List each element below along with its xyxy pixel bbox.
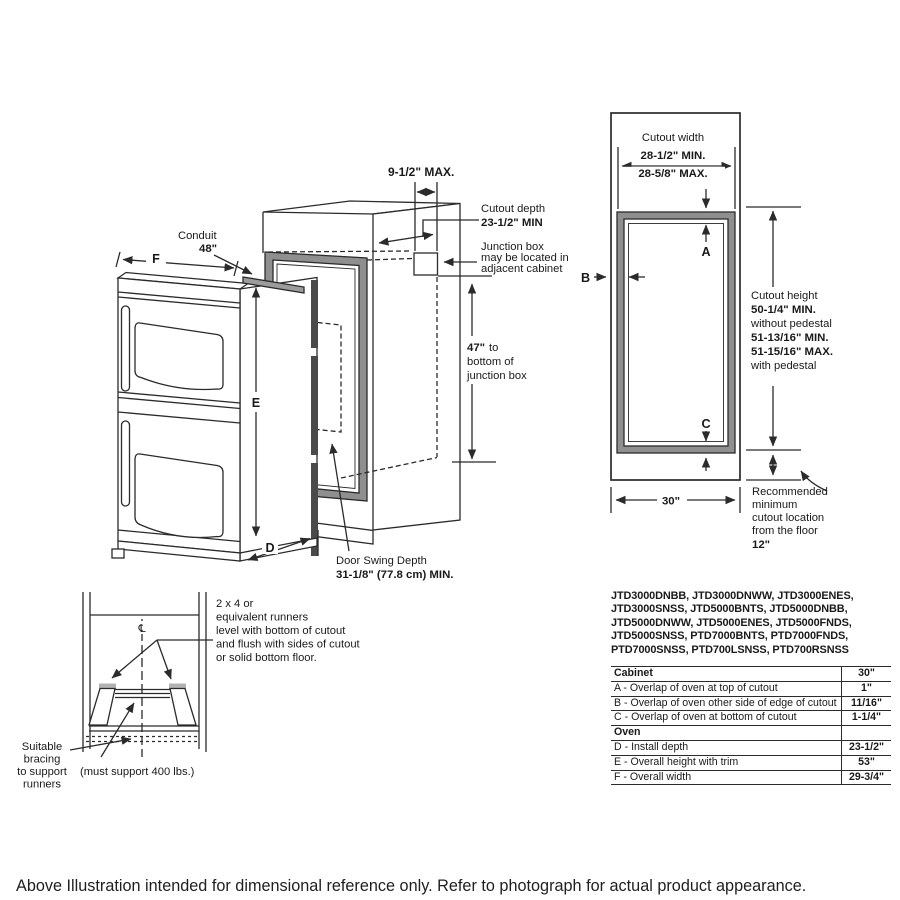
floor-note-1: Recommended bbox=[752, 486, 828, 498]
floor-note-3: cutout location bbox=[752, 512, 825, 524]
table-row bbox=[611, 710, 891, 725]
row-value: 1-1/4" bbox=[841, 711, 891, 725]
row-label: E - Overall height with trim bbox=[614, 755, 739, 768]
cutout-height-label: Cutout height bbox=[751, 290, 818, 302]
table-row bbox=[611, 755, 891, 770]
lower-door-handle bbox=[122, 421, 130, 506]
table-row bbox=[611, 681, 891, 696]
row-value: 30" bbox=[841, 667, 891, 681]
row-value: 11/16" bbox=[841, 697, 891, 711]
door-swing-label: Door Swing Depth bbox=[336, 555, 427, 567]
table-row bbox=[611, 666, 891, 681]
row-value: 53" bbox=[841, 756, 891, 770]
table-row bbox=[611, 696, 891, 711]
dim-f-label: F bbox=[152, 252, 160, 266]
row-label: B - Overlap of oven other side of edge of cutout bbox=[614, 696, 837, 709]
bracing-note-1: Suitable bbox=[21, 741, 63, 753]
cutout-height-note1: without pedestal bbox=[751, 318, 832, 330]
left-runner bbox=[89, 689, 115, 726]
dim-d-label: D bbox=[265, 541, 275, 555]
row-label: A - Overlap of oven at top of cutout bbox=[614, 681, 778, 694]
dim-e-label: E bbox=[251, 396, 261, 410]
junction-note-1: Junction box bbox=[481, 241, 544, 253]
model-list-line: PTD7000SNSS, PTD700LSNSS, PTD700RSNSS bbox=[611, 643, 849, 656]
junction-note-3: adjacent cabinet bbox=[481, 263, 563, 275]
bracing-note-3: to support bbox=[17, 766, 67, 778]
max-gap-label: 9-1/2" MAX. bbox=[388, 165, 455, 179]
runner-note-5: or solid bottom floor. bbox=[216, 652, 317, 664]
cutout-width-min: 28-1/2" MIN. bbox=[640, 150, 706, 162]
runner-note-3: level with bottom of cutout bbox=[216, 625, 346, 637]
floor-note-2: minimum bbox=[752, 499, 798, 511]
support-note: (must support 400 lbs.) bbox=[80, 766, 195, 778]
model-list-line: JTD5000SNSS, PTD7000BNTS, PTD7000FNDS, bbox=[611, 630, 849, 643]
table-row bbox=[611, 740, 891, 755]
cabinet-width-value: 30" bbox=[661, 495, 681, 508]
lower-door-window bbox=[135, 454, 223, 538]
row-label: Cabinet bbox=[614, 667, 653, 679]
bracing-note-4: runners bbox=[23, 778, 61, 791]
upper-door-handle bbox=[122, 306, 130, 391]
right-runner bbox=[170, 689, 196, 726]
dim-a-label: A bbox=[701, 245, 711, 259]
row-value: 29-3/4" bbox=[841, 771, 891, 785]
jb-height-value: 47" bbox=[467, 342, 486, 354]
cutout-depth-label: Cutout depth bbox=[481, 203, 546, 215]
row-label: D - Install depth bbox=[614, 740, 689, 753]
jb-height-suffix: to bbox=[489, 342, 499, 354]
bracing-note-2: bracing bbox=[23, 753, 61, 766]
floor-note-4: from the floor bbox=[752, 525, 818, 537]
row-value: 23-1/2" bbox=[841, 741, 891, 755]
cutout-width-label: Cutout width bbox=[641, 132, 705, 144]
row-value bbox=[841, 726, 891, 740]
table-row bbox=[611, 725, 891, 740]
row-label: Oven bbox=[614, 726, 641, 739]
row-label: C - Overlap of oven at bottom of cutout bbox=[614, 711, 797, 724]
model-list-line: JTD3000DNBB, JTD3000DNWW, JTD3000ENES, bbox=[611, 590, 854, 602]
cutout-depth-value: 23-1/2" MIN bbox=[481, 217, 543, 229]
spec-table bbox=[611, 666, 891, 785]
cutout-front-view bbox=[611, 113, 833, 551]
jb-height-line3: junction box bbox=[467, 370, 527, 382]
door-swing-value: 31-1/8" (77.8 cm) MIN. bbox=[336, 569, 454, 581]
dim-b-label: B bbox=[581, 271, 591, 285]
conduit-value: 48" bbox=[199, 243, 218, 255]
runner-note-1: 2 x 4 or bbox=[216, 598, 254, 610]
model-list bbox=[611, 590, 896, 657]
table-row bbox=[611, 770, 891, 785]
runner-note-2: equivalent runners bbox=[216, 611, 309, 624]
conduit-label: Conduit bbox=[178, 230, 217, 242]
junction-note-2: may be located in bbox=[481, 252, 569, 264]
row-value: 1" bbox=[841, 682, 891, 696]
runner-note-4: and flush with sides of cutout bbox=[216, 638, 360, 651]
floor-value: 12" bbox=[752, 539, 771, 551]
cutout-width-max: 28-5/8" MAX. bbox=[638, 168, 708, 180]
double-wall-oven bbox=[112, 273, 318, 562]
model-list-line: JTD3000SNSS, JTD5000BNTS, JTD5000DNBB, bbox=[611, 603, 848, 616]
dim-c-label: C bbox=[701, 417, 711, 431]
upper-door-window bbox=[135, 323, 223, 390]
runner-detail bbox=[17, 592, 360, 791]
cutout-height-note2: with pedestal bbox=[751, 360, 817, 372]
model-list-line: JTD5000DNWW, JTD5000ENES, JTD5000FNDS, bbox=[611, 616, 852, 629]
cutout-height-min2: 51-13/16" MIN. bbox=[751, 332, 829, 344]
centerline-symbol: ℄ bbox=[138, 623, 146, 635]
cutout-height-max2: 51-15/16" MAX. bbox=[751, 346, 834, 358]
jb-height-line2: bottom of bbox=[467, 356, 514, 368]
disclaimer-text: Above Illustration intended for dimensional reference only. Refer to photograph for actual product appearance. bbox=[16, 876, 807, 895]
cutout-height-min1: 50-1/4" MIN. bbox=[751, 304, 816, 316]
row-label: F - Overall width bbox=[614, 770, 692, 783]
